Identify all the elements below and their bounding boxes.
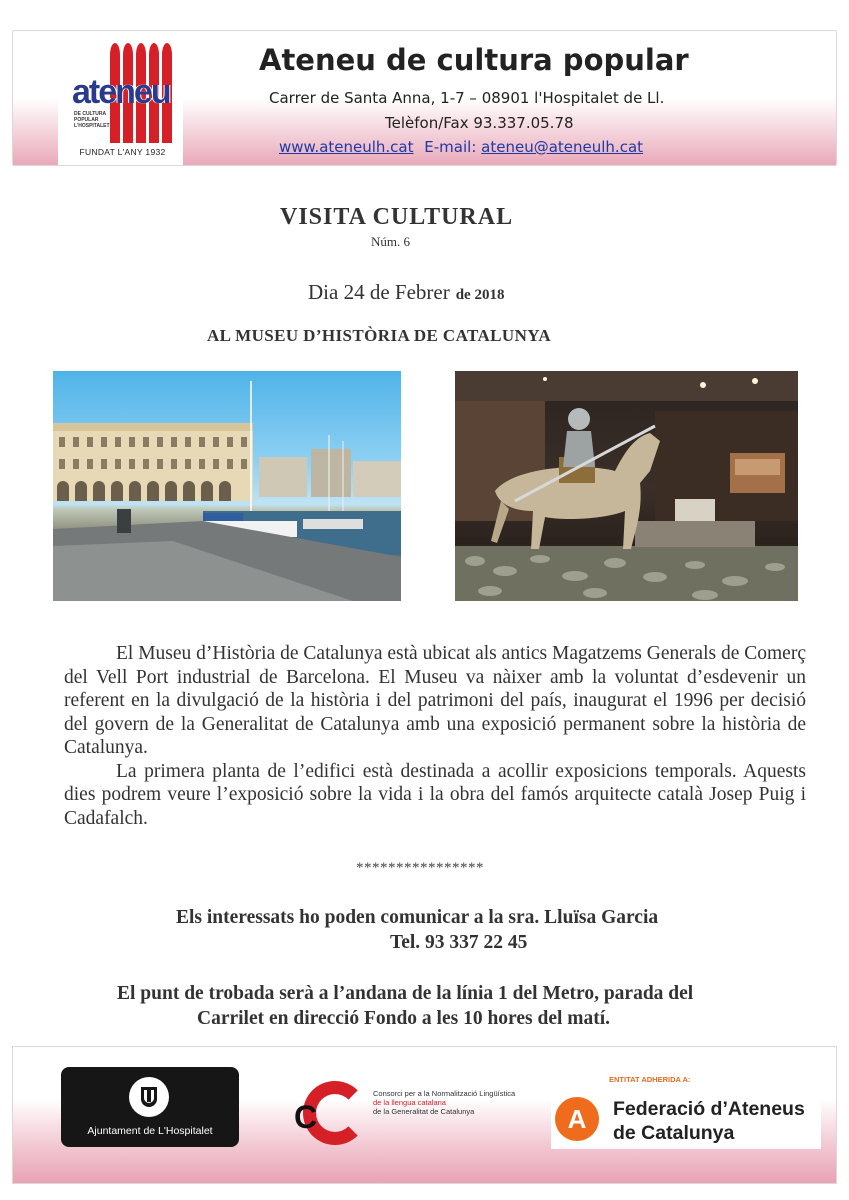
description-text [64,642,806,830]
logo-wordmark: ateneu [72,73,170,111]
footer-sponsors [12,1046,837,1184]
logo-subtitle: DE CULTURA POPULAR L'HOSPITALET [74,111,110,129]
ajuntament-logo [61,1067,239,1147]
cpnl-logo-letter: C [294,1099,318,1135]
ateneu-logo [58,37,183,165]
visit-date [308,280,504,305]
city-shield-icon [129,1077,169,1117]
description-paragraph-1: El Museu d’Història de Catalunya està ubicat als antics Magatzems Generals de Comerç del Vell Port industrial de Barcelona. El Museu va nàixer amb la voluntat d’esdevenir un referent en la divulgació de la història i del patrimoni del país, inaugurat el 1996 per decisió del govern de la Generalitat de Catalunya amb una exposició permanent sobre la història de Catalunya. [64,643,806,758]
contact-person: Els interessats ho poden comunicar a la sra. Lluïsa Garcia [176,907,659,928]
federation-a-icon: A [555,1097,599,1141]
header-banner [12,30,837,166]
website-link[interactable]: www.ateneulh.cat [279,138,414,156]
cpnl-line-3: de la Generalitat de Catalunya [373,1107,475,1116]
cpnl-line-1: Consorci per a la Normalització Lingüística [373,1089,516,1098]
contact-links [279,138,643,156]
visit-day: Dia 24 de Febrer [308,280,450,304]
museum-title: AL MUSEU D’HISTÒRIA DE CATALUNYA [207,326,552,345]
ajuntament-label: Ajuntament de L'Hospitalet [87,1125,213,1137]
federation-tag: ENTITAT ADHERIDA A: [609,1075,691,1084]
museum-knight-horse-photo [455,371,798,601]
cpnl-text [373,1089,523,1116]
visit-year: de 2018 [455,287,505,303]
federation-name [613,1097,805,1145]
email-link[interactable]: ateneu@ateneulh.cat [481,138,644,156]
federation-name-line-2: de Catalunya [613,1122,735,1144]
organization-phone: Telèfon/Fax 93.337.05.78 [385,114,574,132]
logo-founded-text: FUNDAT L'ANY 1932 [79,147,166,157]
port-building-illustration [53,371,401,601]
organization-address: Carrer de Santa Anna, 1-7 – 08901 l'Hospitalet de Ll. [269,89,665,107]
contact-phone: Tel. 93 337 22 45 [390,932,528,953]
description-paragraph-2: La primera planta de l’edifici està destinada a acollir exposicions temporals. Aquests dies podrem veure l’exposició sobre la vida i la obra del famós arquitecte català Josep Puig i Cadafalch. [64,760,806,829]
meeting-point-line-2: Carrilet en direcció Fondo a les 10 hores del matí. [197,1008,611,1029]
federacio-ateneus-logo [551,1069,821,1149]
visit-title: VISITA CULTURAL [280,204,514,230]
cpnl-line-2: de la llengua catalana [373,1098,446,1107]
separator-stars: **************** [356,860,484,876]
federation-name-line-1: Federació d’Ateneus [613,1098,805,1120]
email-label: E-mail: [424,138,477,156]
port-building-photo [53,371,401,601]
meeting-point-line-1: El punt de trobada serà a l’andana de la línia 1 del Metro, parada del [117,983,694,1004]
visit-number: Núm. 6 [371,234,410,249]
knight-horse-illustration [455,371,798,601]
organization-title: Ateneu de cultura popular [259,43,689,77]
